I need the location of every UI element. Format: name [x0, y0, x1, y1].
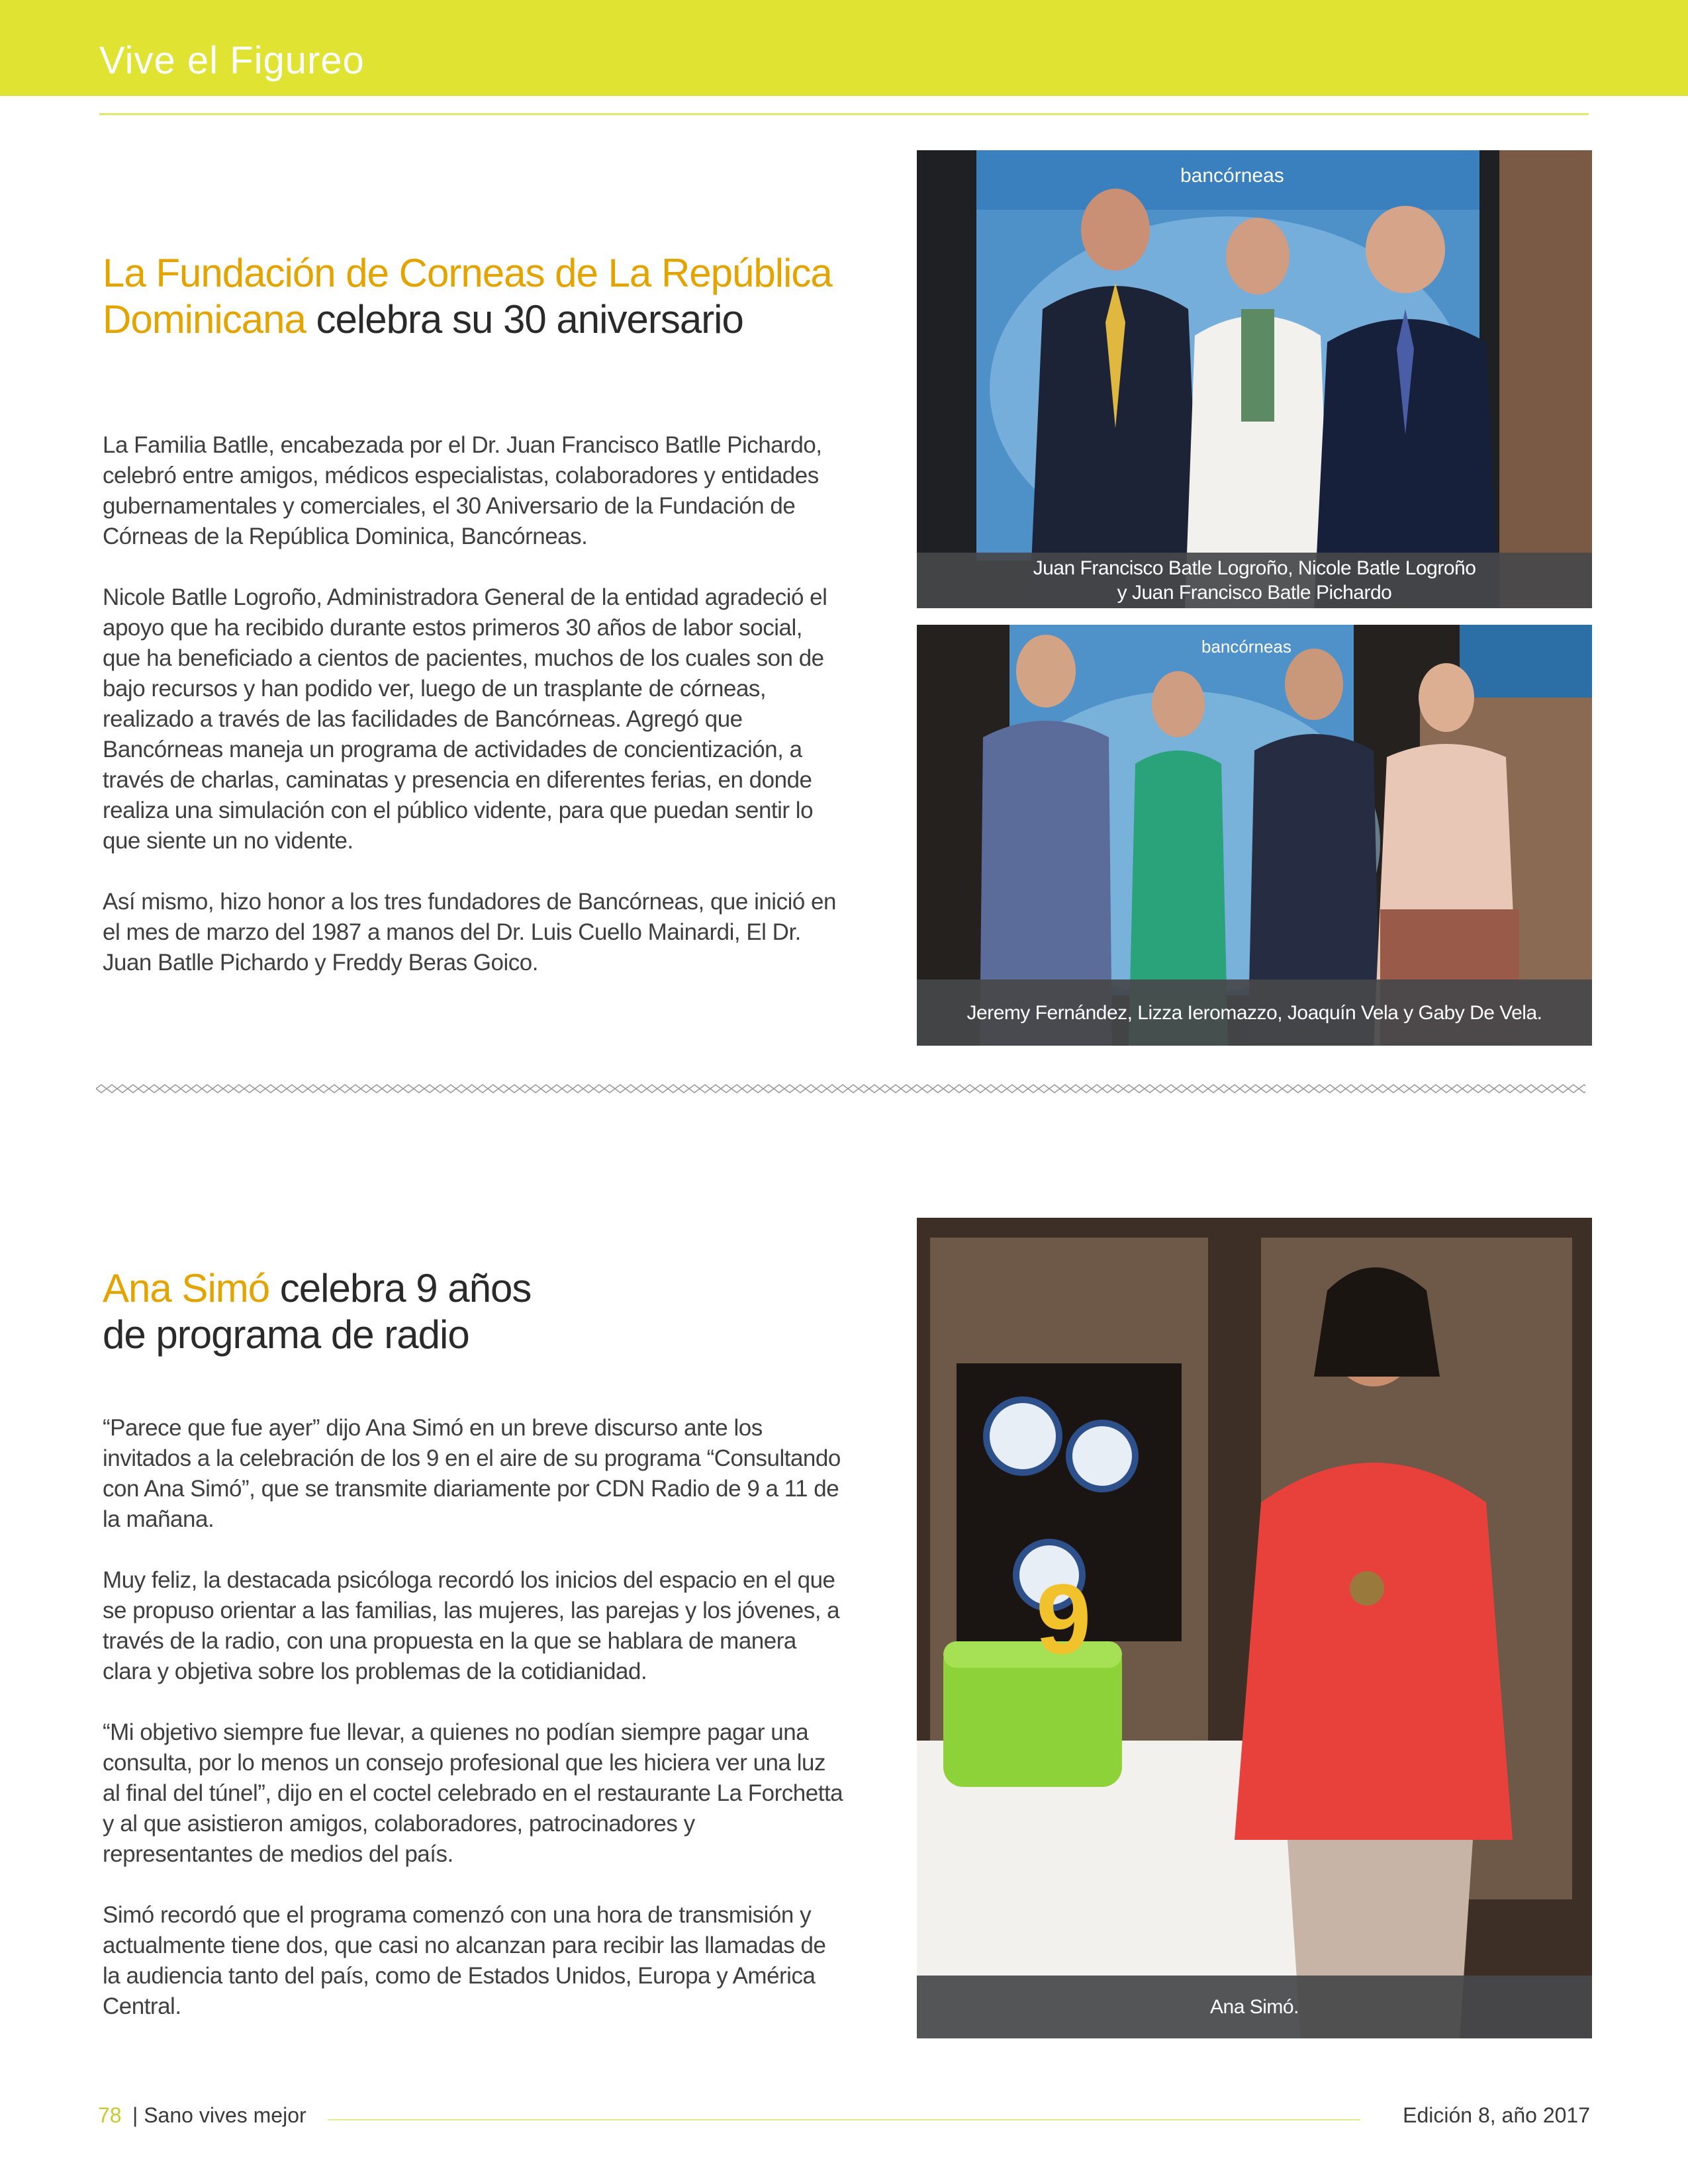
photo3-caption-text: Ana Simó. [1210, 1996, 1299, 2018]
photo1-caption [917, 553, 1592, 608]
article1-body [103, 430, 844, 1009]
photo3-scene [917, 1218, 1592, 2038]
article2-paragraph: “Mi objetivo siempre fue llevar, a quienes no podían siempre pagar una consulta, por lo menos un consejo profesional que les hiciera ver una luz al final del túnel”, dijo en el coctel celebrado en el restaurante La Forchetta y al que asistieron amigos, colaboradores, patrocinadores y representantes de medios del país. [103, 1719, 843, 1867]
article2-paragraph: Muy feliz, la destacada psicóloga recordó los inicios del espacio en el que se propuso orientar a las familias, las mujeres, las parejas y los jóvenes, a través de la radio, con una propuesta en la que se hablara de manera clara y objetiva sobre los problemas de la cotidianidad. [103, 1567, 840, 1684]
article2-paragraph: Simó recordó que el programa comenzó con una hora de transmisión y actualmente tiene dos, que casi no alcanzan para recibir las llamadas de la audiencia tanto del país, como de Estados Unidos, Europa y América Central. [103, 1902, 826, 2019]
page-number: 78 [98, 2103, 122, 2127]
section-title: Vive el Figureo [99, 39, 365, 82]
photo-batle-family [917, 150, 1592, 608]
article1-paragraph: Nicole Batlle Logroño, Administradora General de la entidad agradeció el apoyo que ha recibido durante estos primeros 30 años de labor social, que ha beneficiado a cientos de pacientes, muchos de los cuales son de bajo recursos y han podido ver, luego de un trasplante de córneas, realizado a través de las facilidades de Bancórneas. Agregó que Bancórneas maneja un programa de actividades de concientización, a través de charlas, caminatas y presencia en diferentes ferias, en donde realiza una simulación con el público vidente, para que puedan sentir lo que siente un no vidente. [103, 584, 827, 854]
photo1-caption-line1: Juan Francisco Batle Logroño, Nicole Batle Logroño [1033, 557, 1476, 579]
article1-headline-highlight-1: La Fundación de Corneas de La República [103, 251, 832, 295]
photo2-caption-text: Jeremy Fernández, Lizza Ieromazzo, Joaquín Vela y Gaby De Vela. [966, 1001, 1542, 1024]
article2-headline-highlight: Ana Simó [103, 1266, 270, 1310]
edition-label: Edición 8, año 2017 [1403, 2103, 1590, 2127]
section-divider [96, 1082, 1585, 1095]
article2-body [103, 1413, 844, 2052]
photo1-caption-line2: y Juan Francisco Batle Pichardo [1117, 582, 1392, 604]
header-rule [99, 113, 1589, 115]
footer-rule [328, 2119, 1360, 2120]
photo-group-four [917, 625, 1592, 1046]
article2-headline-line2: de programa de radio [103, 1312, 469, 1357]
magazine-name: | Sano vives mejor [132, 2103, 306, 2127]
article1-headline [103, 250, 832, 343]
article2-headline [103, 1265, 531, 1358]
photo-ana-simo [917, 1218, 1592, 2038]
photo1-logo: bancórneas [1180, 165, 1284, 187]
article1-headline-rest: celebra su 30 aniversario [305, 297, 743, 341]
article1-paragraph: La Familia Batlle, encabezada por el Dr. Juan Francisco Batlle Pichardo, celebró entre amigos, médicos especialistas, colaboradores y entidades gubernamentales y comerciales, el 30 Aniversario de la Fundación de Córneas de la República Dominica, Bancórneas. [103, 432, 822, 549]
photo2-caption [917, 979, 1592, 1046]
article2-paragraph: “Parece que fue ayer” dijo Ana Simó en un breve discurso ante los invitados a la celebración de los 9 en el aire de su programa “Consultando con Ana Simó”, que se transmite diariamente por CDN Radio de 9 a 11 de la mañana. [103, 1415, 841, 1532]
photo3-caption [917, 1976, 1592, 2038]
article2-headline-rest: celebra 9 años [269, 1266, 532, 1310]
cake-number: 9 [1036, 1563, 1092, 1674]
photo2-logo: bancórneas [1201, 637, 1291, 657]
article1-headline-highlight-2: Dominicana [103, 297, 306, 341]
article1-paragraph: Así mismo, hizo honor a los tres fundadores de Bancórneas, que inició en el mes de marzo del 1987 a manos del Dr. Luis Cuello Mainardi, El Dr. Juan Batlle Pichardo y Freddy Beras Goico. [103, 889, 836, 976]
photo1-scene [917, 150, 1592, 608]
